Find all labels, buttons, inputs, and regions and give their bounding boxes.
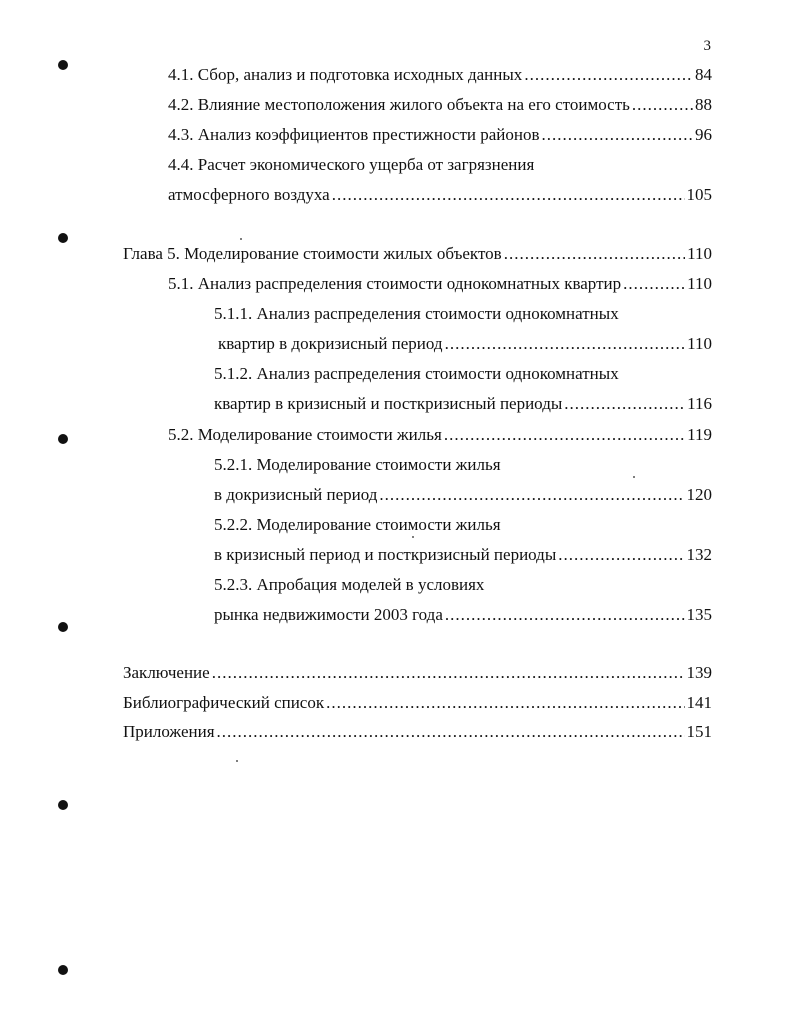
toc-entry-page: 119 — [687, 425, 712, 444]
toc-entry-chapter-5 — [123, 243, 712, 265]
toc-leader-dots — [632, 94, 693, 116]
punch-hole-mark — [58, 60, 68, 70]
toc-entry-label: 5.1.2. Анализ распределения стоимости однокомнатных — [214, 364, 619, 383]
toc-leader-dots — [558, 544, 684, 566]
toc-leader-dots — [542, 124, 693, 146]
toc-entry-page: 110 — [687, 334, 712, 353]
toc-entry-5-2 — [168, 424, 712, 446]
toc-entry-page: 88 — [695, 95, 712, 114]
toc-entry-label: 5.2. Моделирование стоимости жилья — [168, 425, 442, 444]
punch-hole-mark — [58, 800, 68, 810]
toc-entry-page: 105 — [686, 185, 712, 204]
punch-hole-mark — [58, 434, 68, 444]
scan-speck — [412, 536, 414, 538]
toc-entry-5-2-1 — [214, 484, 712, 506]
toc-leader-dots — [504, 243, 685, 265]
toc-entry-5-2-1-title — [214, 454, 501, 476]
toc-entry-label: в докризисный период — [214, 485, 378, 504]
toc-entry-5-2-3 — [214, 604, 712, 626]
toc-entry-page: 141 — [686, 693, 712, 712]
toc-entry-4-1 — [168, 64, 712, 86]
page-number: 3 — [703, 38, 711, 54]
toc-entry-page: 135 — [686, 605, 712, 624]
toc-leader-dots — [445, 333, 686, 355]
toc-leader-dots — [444, 424, 685, 446]
toc-entry-5-1 — [168, 273, 712, 295]
toc-entry-page: 96 — [695, 125, 712, 144]
toc-entry-label: 4.3. Анализ коэффициентов престижности районов — [168, 125, 540, 144]
toc-entry-page: 110 — [687, 244, 712, 263]
toc-leader-dots — [217, 721, 685, 743]
toc-entry-4-4-title — [168, 154, 534, 176]
toc-entry-label: 4.2. Влияние местоположения жилого объекта на его стоимость — [168, 95, 630, 114]
toc-entry-label: 5.2.1. Моделирование стоимости жилья — [214, 455, 501, 474]
toc-entry-5-2-2-title — [214, 514, 501, 536]
toc-entry-5-1-2-title — [214, 363, 619, 385]
toc-leader-dots — [326, 692, 684, 714]
scan-speck — [633, 476, 635, 478]
punch-hole-mark — [58, 233, 68, 243]
toc-leader-dots — [212, 662, 685, 684]
punch-hole-mark — [58, 622, 68, 632]
punch-hole-mark — [58, 965, 68, 975]
toc-entry-appendices — [123, 721, 712, 743]
toc-entry-label: Библиографический список — [123, 693, 325, 712]
toc-entry-label: 5.1.1. Анализ распределения стоимости однокомнатных — [214, 304, 619, 323]
toc-entry-5-1-1-title — [214, 303, 619, 325]
toc-entry-page: 151 — [686, 722, 712, 741]
toc-entry-conclusion — [123, 662, 712, 684]
toc-leader-dots — [623, 273, 685, 295]
toc-entry-4-4 — [168, 184, 712, 206]
toc-entry-page: 116 — [687, 394, 712, 413]
toc-leader-dots — [445, 604, 685, 626]
toc-leader-dots — [332, 184, 685, 206]
toc-entry-label: Приложения — [123, 722, 215, 741]
toc-leader-dots — [379, 484, 684, 506]
toc-leader-dots — [524, 64, 693, 86]
toc-entry-page: 120 — [686, 485, 712, 504]
toc-entry-label: в кризисный период и посткризисный периоды — [214, 545, 557, 564]
toc-entry-label: 5.2.2. Моделирование стоимости жилья — [214, 515, 501, 534]
toc-entry-label: 5.1. Анализ распределения стоимости однокомнатных квартир — [168, 274, 622, 293]
toc-entry-page: 132 — [686, 545, 712, 564]
toc-entry-label: рынка недвижимости 2003 года — [214, 605, 443, 624]
toc-entry-page: 84 — [695, 65, 712, 84]
toc-entry-bibliography — [123, 692, 712, 714]
toc-entry-page: 110 — [687, 274, 712, 293]
toc-entry-label: Заключение — [123, 663, 210, 682]
toc-entry-5-1-2 — [214, 393, 712, 415]
toc-entry-4-2 — [168, 94, 712, 116]
toc-leader-dots — [564, 393, 685, 415]
toc-entry-label: 4.4. Расчет экономического ущерба от загрязнения — [168, 155, 535, 174]
toc-entry-page: 139 — [686, 663, 712, 682]
toc-entry-label: атмосферного воздуха — [168, 185, 330, 204]
toc-entry-5-1-1 — [218, 333, 712, 355]
toc-entry-5-2-2 — [214, 544, 712, 566]
toc-entry-label: Глава 5. Моделирование стоимости жилых объектов — [123, 244, 502, 263]
toc-entry-label: квартир в докризисный период — [218, 334, 443, 353]
scan-speck — [240, 238, 242, 240]
scan-speck — [236, 760, 238, 762]
toc-entry-4-3 — [168, 124, 712, 146]
toc-entry-label: 5.2.3. Апробация моделей в условиях — [214, 575, 485, 594]
toc-entry-label: квартир в кризисный и посткризисный периоды — [214, 394, 563, 413]
toc-entry-label: 4.1. Сбор, анализ и подготовка исходных данных — [168, 65, 523, 84]
toc-entry-5-2-3-title — [214, 574, 484, 596]
